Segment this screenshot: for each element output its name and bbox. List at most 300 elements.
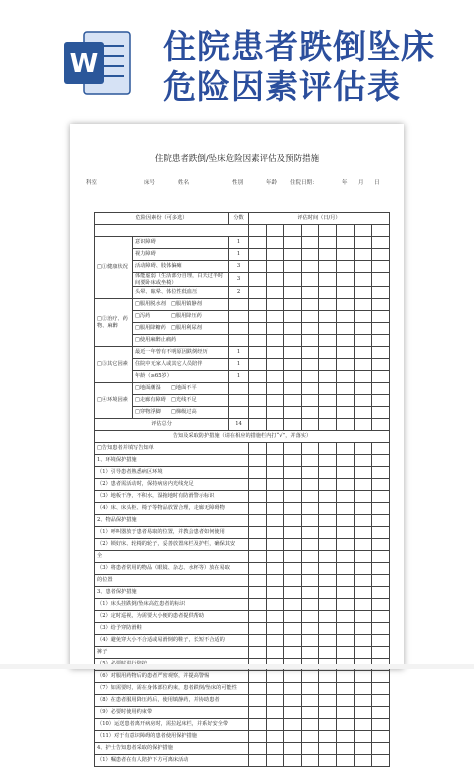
evaluation-cell [249, 707, 267, 719]
banner-title-line2: 危险因素评估表 [163, 67, 401, 106]
evaluation-cell [354, 683, 372, 695]
evaluation-cell [354, 647, 372, 659]
measures-header-row [95, 431, 390, 443]
evaluation-cell [337, 683, 355, 695]
evaluation-cell [301, 635, 319, 647]
evaluation-cell [284, 635, 302, 647]
evaluation-cell [284, 237, 302, 249]
evaluation-cell [337, 323, 355, 335]
evaluation-cell [372, 347, 390, 359]
evaluation-cell [249, 503, 267, 515]
total-score-label: 评估总分 [95, 419, 229, 431]
table-row [95, 299, 390, 311]
evaluation-cell [266, 707, 284, 719]
evaluation-cell [372, 261, 390, 273]
evaluation-cell [266, 383, 284, 395]
factor-score [229, 335, 249, 347]
measure-row [95, 575, 390, 587]
evaluation-cell [319, 563, 337, 575]
evaluation-cell [301, 311, 319, 323]
measure-text: （7）如需要时，需在身体部位约束，患者跌倒/坠床的可能性 [95, 683, 249, 695]
measure-row [95, 707, 390, 719]
factor-score [229, 395, 249, 407]
measure-text: （1）床头挂跌倒/坠床高危患者的标识 [95, 599, 249, 611]
evaluation-cell [319, 599, 337, 611]
evaluation-cell [337, 587, 355, 599]
evaluation-cell [354, 719, 372, 731]
evaluation-cell [319, 287, 337, 299]
evaluation-cell [249, 695, 267, 707]
measure-text: （1）呼叫器放于患者易取的位置，并教会患者如何使用 [95, 527, 249, 539]
measure-row [95, 503, 390, 515]
evaluation-cell [249, 683, 267, 695]
table-subheader-row [95, 225, 390, 237]
measure-text: （6）对服用药物后的患者严密观察，并提高警惕 [95, 671, 249, 683]
measure-text: 裤子 [95, 647, 249, 659]
evaluation-cell [266, 695, 284, 707]
factor-group-label: □①健康状况 [95, 237, 133, 299]
evaluation-cell [249, 467, 267, 479]
header-factors: 危险因素份（可多选） [95, 213, 229, 225]
evaluation-cell [354, 755, 372, 767]
evaluation-cell [372, 491, 390, 503]
evaluation-cell [319, 419, 337, 431]
factor-item: 住院中无家人或其它人员陪伴 [133, 359, 229, 371]
evaluation-cell [266, 419, 284, 431]
evaluation-cell [301, 551, 319, 563]
evaluation-cell [319, 311, 337, 323]
evaluation-cell [354, 287, 372, 299]
measure-row [95, 731, 390, 743]
evaluation-cell [319, 383, 337, 395]
factor-group-label: □④环境因素 [95, 383, 133, 419]
evaluation-cell [337, 395, 355, 407]
evaluation-cell [284, 359, 302, 371]
evaluation-cell [319, 731, 337, 743]
evaluation-cell [301, 467, 319, 479]
evaluation-cell [319, 755, 337, 767]
evaluation-cell [319, 395, 337, 407]
measure-text: 2、物品保护措施 [95, 515, 249, 527]
evaluation-cell [337, 491, 355, 503]
evaluation-cell [266, 261, 284, 273]
assessment-table [94, 212, 390, 767]
evaluation-cell [337, 479, 355, 491]
table-row [95, 237, 390, 249]
evaluation-cell [266, 671, 284, 683]
table-row [95, 395, 390, 407]
evaluation-cell [301, 299, 319, 311]
evaluation-cell [319, 491, 337, 503]
evaluation-cell [284, 323, 302, 335]
header-eval-time: 评估时间（日/月） [249, 213, 390, 225]
evaluation-cell [372, 635, 390, 647]
evaluation-cell [284, 587, 302, 599]
evaluation-cell [249, 299, 267, 311]
evaluation-cell [301, 623, 319, 635]
evaluation-cell [372, 647, 390, 659]
evaluation-cell [372, 611, 390, 623]
evaluation-cell [284, 299, 302, 311]
evaluation-cell [301, 225, 319, 237]
evaluation-cell [266, 299, 284, 311]
evaluation-cell [301, 323, 319, 335]
evaluation-cell [354, 299, 372, 311]
measure-text: （3）地板干净，不积水，湿拖地时有防滑警示标识 [95, 491, 249, 503]
evaluation-cell [354, 551, 372, 563]
evaluation-cell [249, 587, 267, 599]
evaluation-cell [337, 347, 355, 359]
evaluation-cell [301, 455, 319, 467]
word-icon-letter: W [69, 49, 99, 79]
evaluation-cell [372, 551, 390, 563]
evaluation-cell [301, 335, 319, 347]
evaluation-cell [337, 671, 355, 683]
evaluation-cell [266, 743, 284, 755]
factor-item: □服用脱水剂 □服用镇静剂 [133, 299, 229, 311]
evaluation-cell [337, 383, 355, 395]
evaluation-cell [337, 359, 355, 371]
evaluation-cell [249, 671, 267, 683]
document-page [70, 124, 404, 764]
evaluation-cell [301, 359, 319, 371]
evaluation-cell [249, 311, 267, 323]
evaluation-cell [284, 261, 302, 273]
banner-title-line1: 住院患者跌倒坠床 [163, 27, 435, 66]
table-row [95, 249, 390, 261]
measure-text: （9）必要时使用约束带 [95, 707, 249, 719]
evaluation-cell [301, 743, 319, 755]
evaluation-cell [284, 695, 302, 707]
evaluation-cell [266, 503, 284, 515]
evaluation-cell [284, 671, 302, 683]
measure-row [95, 443, 390, 455]
factor-score [229, 407, 249, 419]
evaluation-cell [319, 299, 337, 311]
evaluation-cell [337, 237, 355, 249]
evaluation-cell [301, 261, 319, 273]
evaluation-cell [301, 527, 319, 539]
factor-item: □使用麻醉止痛药 [133, 335, 229, 347]
evaluation-cell [301, 347, 319, 359]
evaluation-cell [337, 419, 355, 431]
evaluation-cell [337, 623, 355, 635]
evaluation-cell [284, 611, 302, 623]
evaluation-cell [354, 599, 372, 611]
evaluation-cell [266, 407, 284, 419]
measure-text: （2）锁好床、轮椅的轮子，妥善放置床栏及护栏，确保其安 [95, 539, 249, 551]
measure-text: 的位置 [95, 575, 249, 587]
evaluation-cell [249, 335, 267, 347]
table-row [95, 407, 390, 419]
evaluation-cell [266, 515, 284, 527]
total-score-value: 14 [229, 419, 249, 431]
evaluation-cell [372, 479, 390, 491]
evaluation-cell [266, 599, 284, 611]
evaluation-cell [249, 611, 267, 623]
evaluation-cell [354, 491, 372, 503]
evaluation-cell [249, 323, 267, 335]
evaluation-cell [319, 273, 337, 287]
measure-row [95, 455, 390, 467]
evaluation-cell [301, 731, 319, 743]
evaluation-cell [301, 237, 319, 249]
evaluation-cell [284, 443, 302, 455]
evaluation-cell [337, 551, 355, 563]
evaluation-cell [301, 503, 319, 515]
evaluation-cell [319, 695, 337, 707]
evaluation-cell [319, 539, 337, 551]
evaluation-cell [266, 575, 284, 587]
evaluation-cell [354, 527, 372, 539]
evaluation-cell [372, 311, 390, 323]
evaluation-cell [301, 287, 319, 299]
evaluation-cell [266, 647, 284, 659]
evaluation-cell [284, 563, 302, 575]
evaluation-cell [372, 273, 390, 287]
evaluation-cell [284, 467, 302, 479]
evaluation-cell [319, 443, 337, 455]
evaluation-cell [266, 719, 284, 731]
evaluation-cell [372, 575, 390, 587]
evaluation-cell [284, 479, 302, 491]
factor-item: □走廊有障碍 □光线不足 [133, 395, 229, 407]
evaluation-cell [266, 755, 284, 767]
evaluation-cell [354, 563, 372, 575]
table-row [95, 323, 390, 335]
factor-score: 1 [229, 249, 249, 261]
measure-row [95, 695, 390, 707]
evaluation-cell [319, 347, 337, 359]
page-bottom-edge [0, 664, 474, 669]
evaluation-cell [354, 395, 372, 407]
evaluation-cell [319, 467, 337, 479]
evaluation-cell [284, 623, 302, 635]
measure-row [95, 743, 390, 755]
evaluation-cell [249, 347, 267, 359]
table-row [95, 287, 390, 299]
word-document-icon [62, 30, 132, 96]
evaluation-cell [266, 683, 284, 695]
measure-text: 1、环境保护措施 [95, 455, 249, 467]
evaluation-cell [354, 237, 372, 249]
evaluation-cell [354, 383, 372, 395]
evaluation-cell [249, 623, 267, 635]
evaluation-cell [249, 731, 267, 743]
name-label: 姓名 [178, 180, 190, 186]
evaluation-cell [354, 671, 372, 683]
measure-row [95, 635, 390, 647]
evaluation-cell [301, 443, 319, 455]
evaluation-cell [249, 575, 267, 587]
evaluation-cell [319, 237, 337, 249]
evaluation-cell [372, 237, 390, 249]
measure-row [95, 539, 390, 551]
evaluation-cell [337, 335, 355, 347]
factor-item: □服用降糖药 □服用利尿剂 [133, 323, 229, 335]
evaluation-cell [372, 587, 390, 599]
factor-score [229, 383, 249, 395]
evaluation-cell [372, 323, 390, 335]
evaluation-cell [319, 225, 337, 237]
evaluation-cell [337, 311, 355, 323]
document-title: 住院患者跌倒/坠床危险因素评估及预防措施 [154, 154, 320, 164]
evaluation-cell [266, 527, 284, 539]
evaluation-cell [319, 743, 337, 755]
evaluation-cell [249, 599, 267, 611]
age-label: 年龄 [266, 180, 278, 186]
evaluation-cell [372, 623, 390, 635]
evaluation-cell [284, 719, 302, 731]
evaluation-cell [266, 539, 284, 551]
factor-score: 3 [229, 261, 249, 273]
evaluation-cell [301, 587, 319, 599]
evaluation-cell [337, 743, 355, 755]
evaluation-cell [337, 611, 355, 623]
evaluation-cell [284, 551, 302, 563]
evaluation-cell [354, 323, 372, 335]
evaluation-cell [337, 755, 355, 767]
bed-label: 床号 [144, 180, 156, 186]
factor-group-label: □②治疗、药物、麻醉 [95, 299, 133, 347]
evaluation-cell [284, 383, 302, 395]
evaluation-cell [372, 539, 390, 551]
evaluation-cell [354, 443, 372, 455]
evaluation-cell [284, 491, 302, 503]
evaluation-cell [354, 623, 372, 635]
evaluation-cell [354, 249, 372, 261]
evaluation-cell [249, 395, 267, 407]
header-score: 分数 [229, 213, 249, 225]
evaluation-cell [284, 731, 302, 743]
evaluation-cell [354, 261, 372, 273]
evaluation-cell [354, 707, 372, 719]
table-row [95, 383, 390, 395]
evaluation-cell [337, 443, 355, 455]
evaluation-cell [319, 261, 337, 273]
evaluation-cell [301, 395, 319, 407]
evaluation-cell [337, 273, 355, 287]
evaluation-cell [249, 479, 267, 491]
evaluation-cell [301, 755, 319, 767]
factor-item: 最近一年曾有不明原因跌倒经历 [133, 347, 229, 359]
evaluation-cell [319, 647, 337, 659]
evaluation-cell [249, 647, 267, 659]
evaluation-cell [319, 551, 337, 563]
evaluation-cell [249, 539, 267, 551]
factor-score [229, 323, 249, 335]
evaluation-cell [372, 563, 390, 575]
evaluation-cell [372, 419, 390, 431]
evaluation-cell [266, 249, 284, 261]
factor-item: 头晕、眩晕、体位性低血压 [133, 287, 229, 299]
evaluation-cell [337, 467, 355, 479]
factor-score [229, 299, 249, 311]
table-row [95, 347, 390, 359]
evaluation-cell [354, 371, 372, 383]
evaluation-cell [249, 407, 267, 419]
admission-label: 住院日期： [290, 180, 318, 186]
evaluation-cell [284, 539, 302, 551]
evaluation-cell [301, 575, 319, 587]
evaluation-cell [354, 273, 372, 287]
banner-title [163, 27, 435, 107]
table-row [95, 273, 390, 287]
evaluation-cell [284, 455, 302, 467]
evaluation-cell [354, 731, 372, 743]
evaluation-cell [301, 599, 319, 611]
measure-row [95, 683, 390, 695]
evaluation-cell [372, 599, 390, 611]
evaluation-cell [372, 683, 390, 695]
evaluation-cell [319, 635, 337, 647]
evaluation-cell [319, 719, 337, 731]
evaluation-cell [319, 623, 337, 635]
evaluation-cell [284, 249, 302, 261]
evaluation-cell [372, 731, 390, 743]
evaluation-cell [301, 273, 319, 287]
evaluation-cell [337, 647, 355, 659]
evaluation-cell [319, 527, 337, 539]
evaluation-cell [354, 335, 372, 347]
evaluation-cell [266, 311, 284, 323]
evaluation-cell [284, 225, 302, 237]
factor-group-label: □③其它因素 [95, 347, 133, 383]
evaluation-cell [249, 563, 267, 575]
evaluation-cell [249, 383, 267, 395]
factor-item: 视力障碍 [133, 249, 229, 261]
evaluation-cell [354, 455, 372, 467]
evaluation-cell [266, 225, 284, 237]
evaluation-cell [337, 249, 355, 261]
evaluation-cell [354, 695, 372, 707]
measure-row [95, 563, 390, 575]
evaluation-cell [301, 695, 319, 707]
evaluation-cell [301, 611, 319, 623]
evaluation-cell [337, 719, 355, 731]
evaluation-cell [284, 647, 302, 659]
evaluation-cell [354, 479, 372, 491]
table-header-row [95, 213, 390, 225]
evaluation-cell [337, 407, 355, 419]
evaluation-cell [249, 443, 267, 455]
evaluation-cell [372, 383, 390, 395]
evaluation-cell [372, 335, 390, 347]
day-label: 日 [374, 180, 380, 186]
evaluation-cell [249, 755, 267, 767]
factor-score: 1 [229, 347, 249, 359]
evaluation-cell [266, 273, 284, 287]
evaluation-cell [372, 359, 390, 371]
evaluation-cell [354, 407, 372, 419]
evaluation-cell [266, 491, 284, 503]
evaluation-cell [372, 225, 390, 237]
factor-score: 1 [229, 359, 249, 371]
measure-text: （2）患者需活动时，保持病房内光线充足 [95, 479, 249, 491]
evaluation-cell [301, 249, 319, 261]
evaluation-cell [354, 311, 372, 323]
measure-row [95, 515, 390, 527]
measure-row [95, 755, 390, 767]
evaluation-cell [284, 755, 302, 767]
evaluation-cell [266, 443, 284, 455]
measure-text: （3）给予穿防滑鞋 [95, 623, 249, 635]
measure-text: （4）避免穿大小不合适或易滑倒的鞋子，长短不合适的 [95, 635, 249, 647]
evaluation-cell [337, 599, 355, 611]
evaluation-cell [319, 359, 337, 371]
evaluation-cell [284, 599, 302, 611]
evaluation-cell [319, 335, 337, 347]
